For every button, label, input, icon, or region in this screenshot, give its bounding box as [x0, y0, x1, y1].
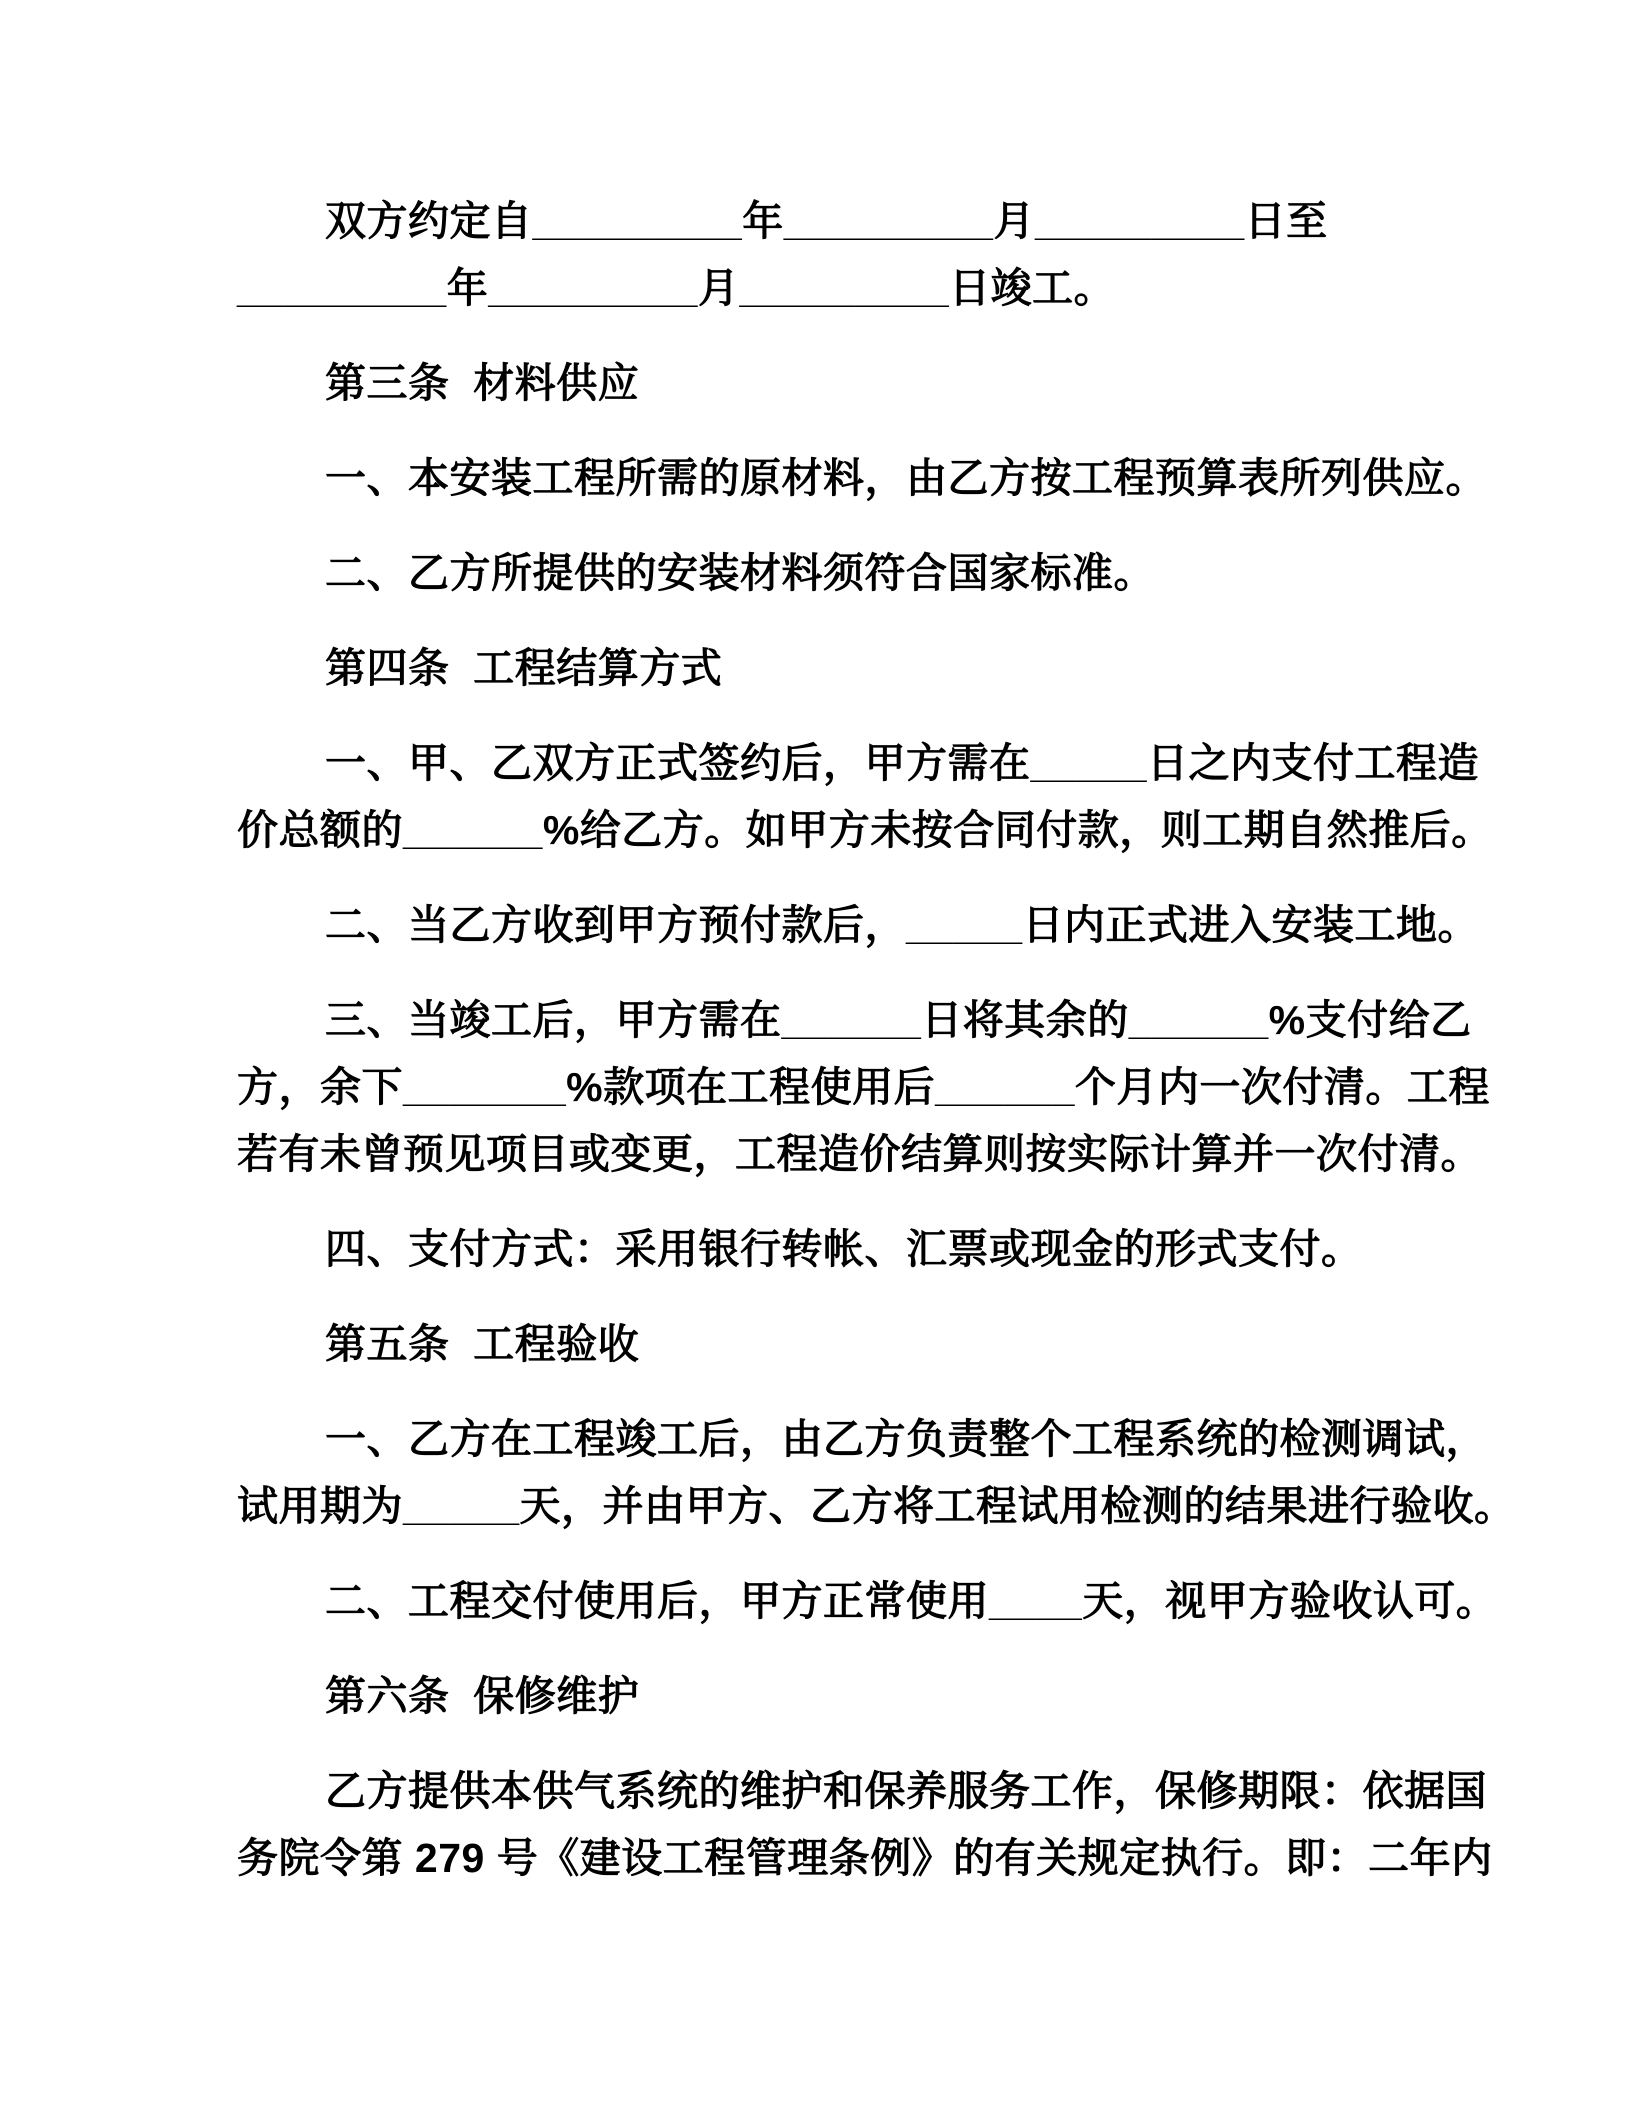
- text-line: 一、本安装工程所需的原材料，由乙方按工程预算表所列供应。: [325, 455, 1487, 501]
- text-line: 第三条 材料供应: [325, 360, 640, 406]
- paragraph: [237, 1568, 1498, 1635]
- text-line: 第六条 保修维护: [325, 1673, 640, 1719]
- text-line: 二、乙方所提供的安装材料须符合国家标准。: [325, 550, 1155, 596]
- text-line: 二、工程交付使用后，甲方正常使用____天，视甲方验收认可。: [325, 1578, 1498, 1624]
- text-line: 若有未曾预见项目或变更，工程造价结算则按实际计算并一次付清。: [237, 1131, 1482, 1177]
- paragraph: [237, 987, 1490, 1188]
- paragraph: [237, 188, 1482, 322]
- text-line: 务院令第 279 号《建设工程管理条例》的有关规定执行。即：二年内: [237, 1835, 1493, 1881]
- text-line: 三、当竣工后，甲方需在______日将其余的______%支付给乙: [325, 997, 1472, 1043]
- text-line: _________年_________月_________日竣工。: [237, 265, 1116, 311]
- paragraph: [237, 892, 1482, 959]
- paragraph: [237, 1216, 1482, 1283]
- text-line: 第四条 工程结算方式: [325, 645, 723, 691]
- paragraph: [237, 1406, 1516, 1540]
- text-line: 方，余下_______%款项在工程使用后______个月内一次付清。工程: [237, 1064, 1490, 1110]
- text-line: 价总额的______%给乙方。如甲方未按合同付款，则工期自然推后。: [237, 807, 1493, 853]
- text-line: 第五条 工程验收: [325, 1321, 640, 1367]
- paragraph: [237, 540, 1482, 607]
- text-line: 试用期为_____天，并由甲方、乙方将工程试用检测的结果进行验收。: [237, 1483, 1516, 1529]
- section-heading: [237, 1663, 1482, 1730]
- text-line: 一、乙方在工程竣工后，由乙方负责整个工程系统的检测调试，: [325, 1416, 1487, 1462]
- section-heading: [237, 635, 1482, 702]
- text-line: 四、支付方式：采用银行转帐、汇票或现金的形式支付。: [325, 1226, 1363, 1272]
- section-heading: [237, 350, 1482, 417]
- text-line: 双方约定自_________年_________月_________日至: [325, 198, 1328, 244]
- text-line: 乙方提供本供气系统的维护和保养服务工作，保修期限：依据国: [325, 1768, 1487, 1814]
- paragraph: [237, 1758, 1493, 1892]
- text-line: 二、当乙方收到甲方预付款后，_____日内正式进入安装工地。: [325, 902, 1480, 948]
- text-line: 一、甲、乙双方正式签约后，甲方需在_____日之内支付工程造: [325, 740, 1480, 786]
- paragraph: [237, 730, 1493, 864]
- section-heading: [237, 1311, 1482, 1378]
- paragraph: [237, 445, 1487, 512]
